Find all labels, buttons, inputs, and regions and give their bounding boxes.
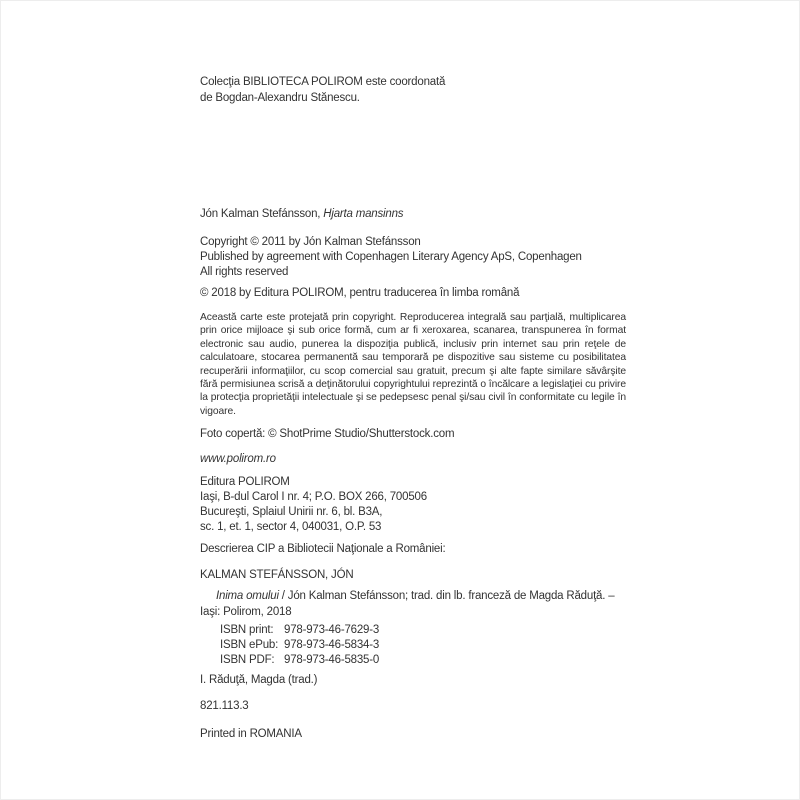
- cip-entry-line1: [200, 589, 626, 605]
- original-author: Jón Kalman Stefánsson,: [200, 208, 324, 220]
- publisher-address-detail: sc. 1, et. 1, sector 4, 040031, O.P. 53: [200, 521, 382, 533]
- series-note-line1: Colecţia BIBLIOTECA POLIROM este coordonată: [200, 76, 446, 88]
- isbn-print-value: 978-973-46-7629-3: [284, 624, 380, 636]
- publisher-name: Editura POLIROM: [200, 476, 290, 488]
- isbn-pdf-line: [220, 653, 646, 668]
- publisher-address-iasi: Iaşi, B-dul Carol I nr. 4; P.O. BOX 266, 700506: [200, 491, 427, 503]
- series-editor-note: [200, 75, 626, 106]
- cip-catalog-entry: [200, 589, 626, 620]
- isbn-pdf-label: ISBN PDF:: [220, 654, 275, 666]
- isbn-epub-line: [220, 638, 646, 653]
- original-title: Hjarta mansinns: [323, 208, 404, 220]
- isbn-epub-value: 978-973-46-5834-3: [284, 639, 380, 651]
- publisher-address-block: [200, 475, 626, 535]
- isbn-epub-label: ISBN ePub:: [220, 639, 279, 651]
- cover-photo-credit: Foto copertă: © ShotPrime Studio/Shutterstock.com: [200, 428, 455, 440]
- original-copyright-block: [200, 235, 626, 279]
- copyright-line2: Published by agreement with Copenhagen Literary Agency ApS, Copenhagen: [200, 250, 582, 263]
- isbn-print-line: [220, 623, 646, 638]
- legal-notice-paragraph: Această carte este protejată prin copyright. Reproducerea integrală sau parţială, multiplicarea prin orice mijloace şi sub orice formă, cum ar fi xeroxarea, scanarea, transpunerea în format electronic sau audio, punerea la dispoziţia publică, inclusiv prin internet sau prin reţele de calculatoare, stocarea permanentă sau temporară pe dispozitive sau sisteme cu posibilitatea recuperării informaţiilor, cu scop comercial sau gratuit, precum şi alte fapte similare săvârşite fără permisiunea scrisă a deţinătorului copyrightului reprezintă o încălcare a legislaţiei cu privire la protecţia proprietăţii intelectuale şi se pedepsesc penal şi/sau civil în conformitate cu legile în vigoare.: [200, 312, 626, 417]
- romanian-copyright-line: © 2018 by Editura POLIROM, pentru traducerea în limba română: [200, 287, 520, 299]
- series-note-line2: de Bogdan-Alexandru Stănescu.: [200, 91, 360, 104]
- copyright-line3: All rights reserved: [200, 265, 289, 278]
- publisher-address-bucuresti: Bucureşti, Splaiul Unirii nr. 6, bl. B3A,: [200, 506, 383, 518]
- cip-entry-line2: Iaşi: Polirom, 2018: [200, 605, 292, 618]
- publisher-website: www.polirom.ro: [200, 453, 276, 465]
- isbn-print-label: ISBN print:: [220, 624, 274, 636]
- printed-in-note: Printed in ROMANIA: [200, 728, 302, 740]
- cip-author-heading: KALMAN STEFÁNSSON, JÓN: [200, 569, 354, 581]
- copyright-line1: Copyright © 2011 by Jón Kalman Stefánsson: [200, 236, 421, 248]
- cip-description-heading: Descrierea CIP a Bibliotecii Naţionale a României:: [200, 543, 446, 555]
- original-title-line: [200, 207, 626, 222]
- udc-classification-number: 821.113.3: [200, 700, 249, 712]
- isbn-list: [200, 623, 646, 668]
- translator-index-entry: I. Răduţă, Magda (trad.): [200, 674, 318, 686]
- cip-entry-rest: / Jón Kalman Stefánsson; trad. din lb. franceză de Magda Răduţă. –: [278, 590, 615, 602]
- isbn-pdf-value: 978-973-46-5835-0: [284, 654, 380, 666]
- cip-entry-title: Inima omului: [216, 590, 279, 602]
